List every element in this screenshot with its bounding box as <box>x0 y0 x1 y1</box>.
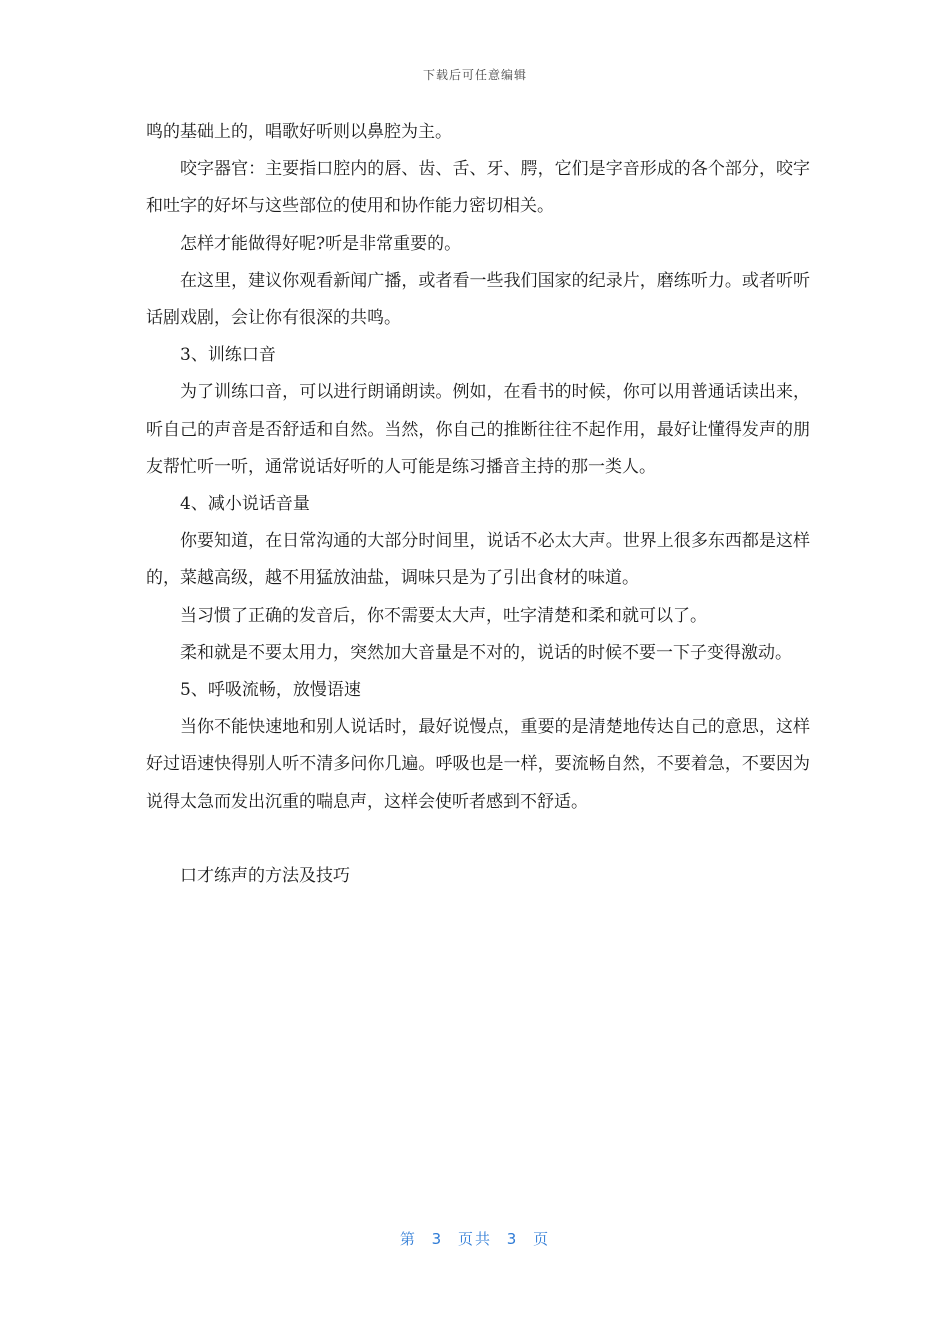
paragraph-accent-training: 为了训练口音，可以进行朗诵朗读。例如，在看书的时候，你可以用普通话读出来，听自己的声音是否舒适和自然。当然，你自己的推断往往不起作用，最好让懂得发声的朋友帮忙听一听，通常说话好听的人可能是练习播音主持的那一类人。 <box>146 382 810 477</box>
paragraph-volume: 你要知道，在日常沟通的大部分时间里，说话不必太大声。世界上很多东西都是这样的，菜越高级，越不用猛放油盐，调味只是为了引出食材的味道。 <box>146 531 810 589</box>
paragraph-breathing: 当你不能快速地和别人说话时，最好说慢点，重要的是清楚地传达自己的意思，这样好过语速快得别人听不清多问你几遍。呼吸也是一样，要流畅自然，不要着急，不要因为说得太急而发出沉重的喘息声，这样会使听者感到不舒适。 <box>146 717 810 812</box>
section-heading-4: 4、减小说话音量 <box>180 494 310 515</box>
paragraph-gentle: 柔和就是不要太用力，突然加大音量是不对的，说话的时候不要一下子变得激动。 <box>180 642 792 663</box>
paragraph-soft-voice: 当习惯了正确的发音后，你不需要太大声，吐字清楚和柔和就可以了。 <box>180 605 707 626</box>
paragraph-articulation-organs: 咬字器官：主要指口腔内的唇、齿、舌、牙、腭，它们是字音形成的各个部分，咬字和吐字的好坏与这些部位的使用和协作能力密切相关。 <box>146 159 810 217</box>
paragraph-continuation: 鸣的基础上的，唱歌好听则以鼻腔为主。 <box>146 122 452 142</box>
paragraph-suggestion: 在这里，建议你观看新闻广播，或者看一些我们国家的纪录片，磨练听力。或者听听话剧戏剧，会让你有很深的共鸣。 <box>146 270 810 329</box>
closing-title: 口才练声的方法及技巧 <box>180 865 350 886</box>
section-heading-5: 5、呼吸流畅，放慢语速 <box>180 680 361 701</box>
section-heading-3: 3、训练口音 <box>180 345 276 366</box>
document-body <box>146 114 810 895</box>
page-footer: 第 3 页共 3 页 <box>399 1230 551 1248</box>
paragraph-listening: 怎样才能做得好呢?听是非常重要的。 <box>180 233 462 254</box>
page-header: 下载后可任意编辑 <box>422 68 527 82</box>
